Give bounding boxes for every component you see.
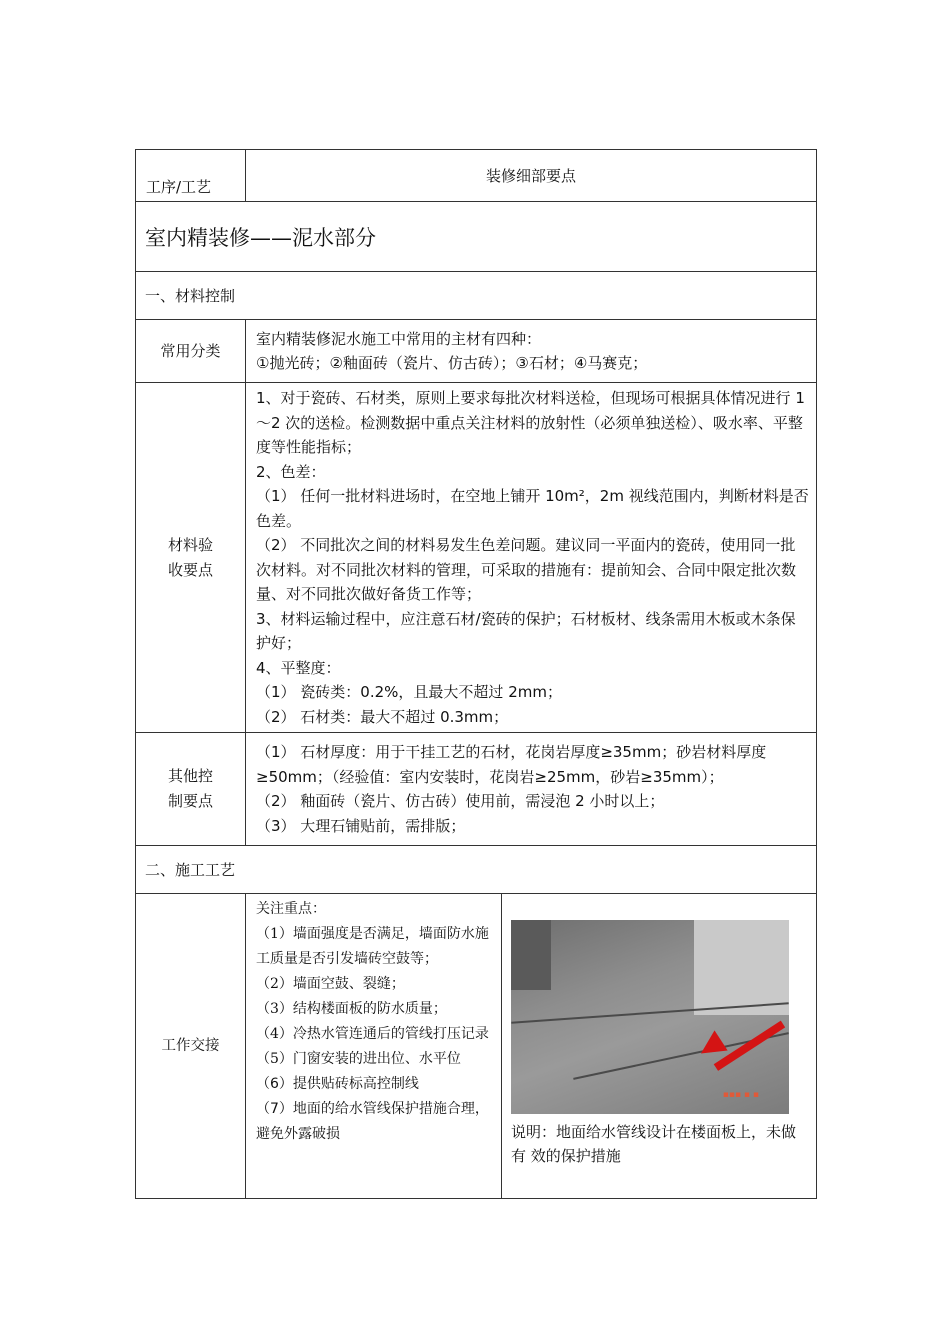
row-body-categories: [246, 320, 817, 383]
row-label-handover: 工作交接: [136, 894, 246, 1199]
text-line: （1） 瓷砖类：0.2%，且最大不超过 2mm；: [256, 683, 562, 701]
text-line: 2、色差：: [256, 462, 326, 481]
text-line: （1）墙面强度是否满足，墙面防水施工质量是否引发墙砖空鼓等；: [256, 926, 489, 967]
text-line: 4、平整度：: [256, 658, 341, 677]
text-line: （2） 石材类：最大不超过 0.3mm；: [256, 707, 509, 726]
text-line: （7）地面的给水管线保护措施合理，避免外露破损: [256, 1101, 489, 1142]
part1-title: 一、材料控制: [136, 272, 817, 320]
photo-cell: [502, 894, 817, 1199]
text-line: （4）冷热水管连通后的管线打压记录: [256, 1026, 489, 1042]
text-line: 关注重点：: [256, 901, 326, 917]
row-body-other: [246, 733, 817, 846]
text-line: 3、材料运输过程中，应注意石材/瓷砖的保护；石材板材、线条需用木板或木条保护好；: [256, 609, 796, 652]
row-body-handover: [246, 894, 502, 1199]
text-line: 室内精装修泥水施工中常用的主材有四种：: [256, 329, 542, 348]
text-line: （6）提供贴砖标高控制线: [256, 1076, 419, 1092]
text-line: （2） 不同批次之间的材料易发生色差问题。建议同一平面内的瓷砖，使用同一批次材料。对不同批次材料的管理，可采取的措施有：提前知会、合同中限定批次数量、对不同批次做好备货工作等；: [256, 536, 797, 603]
text-line: （2） 釉面砖（瓷片、仿古砖）使用前，需浸泡 2 小时以上；: [256, 792, 665, 810]
part2-title: 二、施工工艺: [136, 846, 817, 894]
site-photo: [511, 920, 789, 1114]
text-line: 1、对于瓷砖、石材类，原则上要求每批次材料送检，但现场可根据具体情况进行 1～2 次的送检。检测数据中重点关注材料的放射性（必须单独送检）、吸水率、平整度等性能指标；: [256, 389, 805, 456]
label-line: 其他控: [167, 767, 213, 785]
photo-wall-left: [511, 920, 551, 990]
header-right-cell: 装修细部要点: [246, 150, 817, 202]
text-line: （1） 任何一批材料进场时，在空地上铺开 10m²，2m 视线范围内，判断材料是否色差。: [256, 487, 809, 530]
photo-wall-right: [694, 920, 789, 1015]
document-table: [135, 149, 817, 1199]
row-label-acceptance: [136, 383, 246, 733]
photo-caption: 说明：地面给水管线设计在楼面板上，未做有 效的保护措施: [511, 1123, 797, 1165]
text-line: ①抛光砖；②釉面砖（瓷片、仿古砖）；③石材；④马赛克；: [256, 354, 648, 372]
section-title: 室内精装修——泥水部分: [136, 202, 817, 272]
header-left-cell: 工序/工艺: [136, 150, 246, 202]
text-line: （5）门窗安装的进出位、水平位: [256, 1051, 461, 1067]
label-line: 材料验: [167, 535, 213, 554]
row-label-other: [136, 733, 246, 846]
text-line: （3）结构楼面板的防水质量；: [256, 1001, 447, 1017]
row-label-categories: 常用分类: [136, 320, 246, 383]
label-line: 收要点: [167, 560, 213, 579]
photo-date-stamp: ▪▪▪ ▪ ▪: [722, 1090, 759, 1100]
text-line: （3） 大理石铺贴前，需排版；: [256, 816, 466, 835]
label-line: 制要点: [167, 792, 213, 810]
text-line: （2）墙面空鼓、裂缝；: [256, 976, 405, 992]
row-body-acceptance: [246, 383, 817, 733]
text-line: （1） 石材厚度：用于干挂工艺的石材，花岗岩厚度≥35mm；砂岩材料厚度≥50mm；（经验值：室内安装时，花岗岩≥25mm，砂岩≥35mm）；: [256, 743, 767, 786]
